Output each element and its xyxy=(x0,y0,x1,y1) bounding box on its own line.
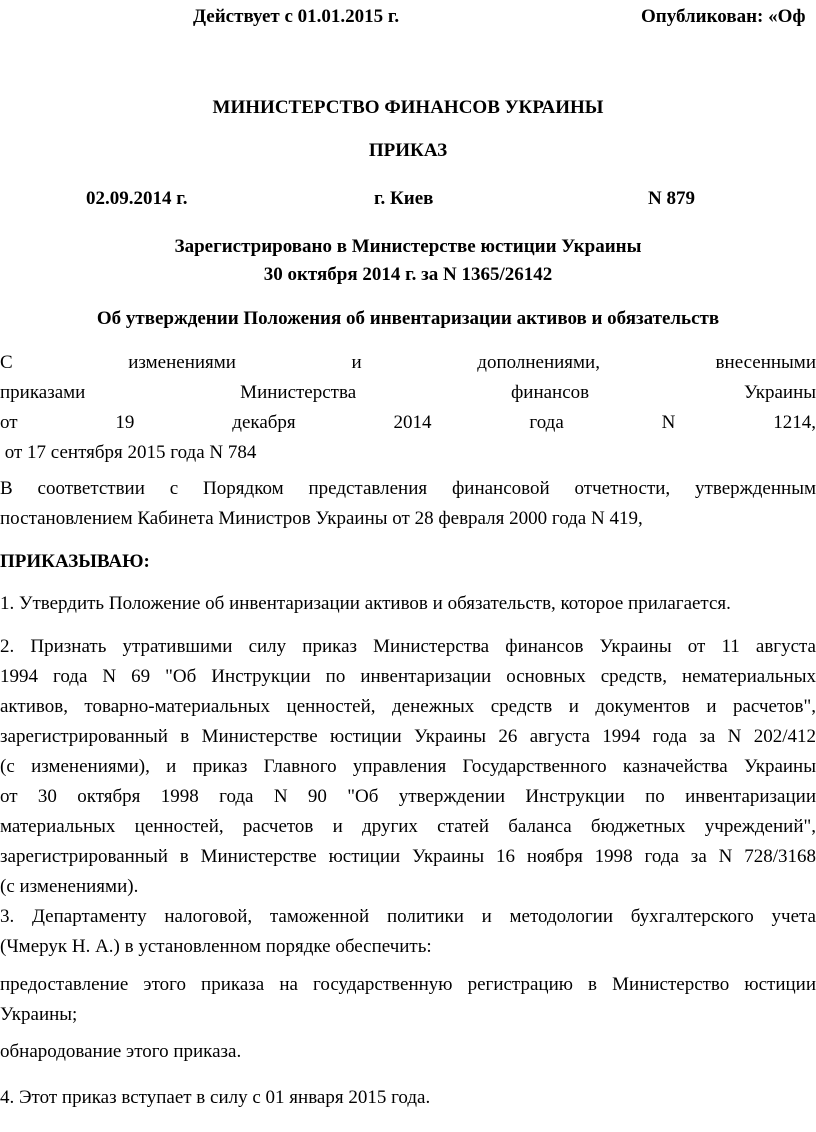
item-2-line: 1994 года N 69 "Об Инструкции по инвентаризации основных средств, нематериальных xyxy=(0,666,816,687)
item-3-sub-a xyxy=(0,970,816,1030)
amendments-note xyxy=(0,348,816,468)
amendments-line: от 19 декабря 2014 года N 1214, xyxy=(0,412,816,433)
item-3 xyxy=(0,902,816,962)
item-2-line: от 30 октября 1998 года N 90 "Об утверждении Инструкции по инвентаризации xyxy=(0,786,816,807)
order-number: N 879 xyxy=(648,188,695,209)
item-3-line: 3. Департаменту налоговой, таможенной политики и методологии бухгалтерского учета xyxy=(0,906,816,927)
document-title: Об утверждении Положения об инвентаризации активов и обязательств xyxy=(96,308,720,329)
item-2-line: зарегистрированный в Министерстве юстиции Украины 16 ноября 1998 года за N 728/3168 xyxy=(0,846,816,867)
item-3-sub-a-line: предоставление этого приказа на государственную регистрацию в Министерство юстиции xyxy=(0,974,816,995)
preamble-line: постановлением Кабинета Министров Украины от 28 февраля 2000 года N 419, xyxy=(0,508,643,529)
item-2-line: (с изменениями). xyxy=(0,876,139,897)
item-3-sub-a-line: Украины; xyxy=(0,1004,78,1025)
order-city: г. Киев xyxy=(374,188,434,209)
item-2-line: зарегистрированный в Министерстве юстиции Украины 26 августа 1994 года за N 202/412 xyxy=(0,726,816,747)
item-3-sub-b: обнародование этого приказа. xyxy=(0,1041,242,1062)
document-type: ПРИКАЗ xyxy=(368,140,448,161)
item-2-line: материальных ценностей, расчетов и других статей баланса бюджетных учреждений", xyxy=(0,816,816,837)
effective-date: Действует с 01.01.2015 г. xyxy=(193,6,400,27)
registration-line-1: Зарегистрировано в Министерстве юстиции Украины xyxy=(174,236,642,257)
amendments-line: приказами Министерства финансов Украины xyxy=(0,382,816,403)
order-word: ПРИКАЗЫВАЮ: xyxy=(0,551,150,572)
item-3-line: (Чмерук Н. А.) в установленном порядке обеспечить: xyxy=(0,936,432,957)
order-date: 02.09.2014 г. xyxy=(86,188,188,209)
ministry-name: МИНИСТЕРСТВО ФИНАНСОВ УКРАИНЫ xyxy=(212,97,604,118)
registration-line-2: 30 октября 2014 г. за N 1365/26142 xyxy=(263,264,553,285)
amendments-line: С изменениями и дополнениями, внесенными xyxy=(0,352,816,373)
item-4: 4. Этот приказ вступает в силу с 01 января 2015 года. xyxy=(0,1087,431,1108)
item-2-line: (с изменениями), и приказ Главного управления Государственного казначейства Украины xyxy=(0,756,816,777)
item-2-line: 2. Признать утратившими силу приказ Министерства финансов Украины от 11 августа xyxy=(0,636,816,657)
preamble xyxy=(0,474,816,534)
item-1: 1. Утвердить Положение об инвентаризации активов и обязательств, которое прилагается. xyxy=(0,593,731,614)
item-2 xyxy=(0,632,816,902)
item-2-line: активов, товарно-материальных ценностей, денежных средств и документов и расчетов", xyxy=(0,696,816,717)
preamble-line: В соответствии с Порядком представления финансовой отчетности, утвержденным xyxy=(0,478,816,499)
published-info: Опубликован: «Оф xyxy=(641,6,806,27)
amendments-line: от 17 сентября 2015 года N 784 xyxy=(0,442,257,463)
